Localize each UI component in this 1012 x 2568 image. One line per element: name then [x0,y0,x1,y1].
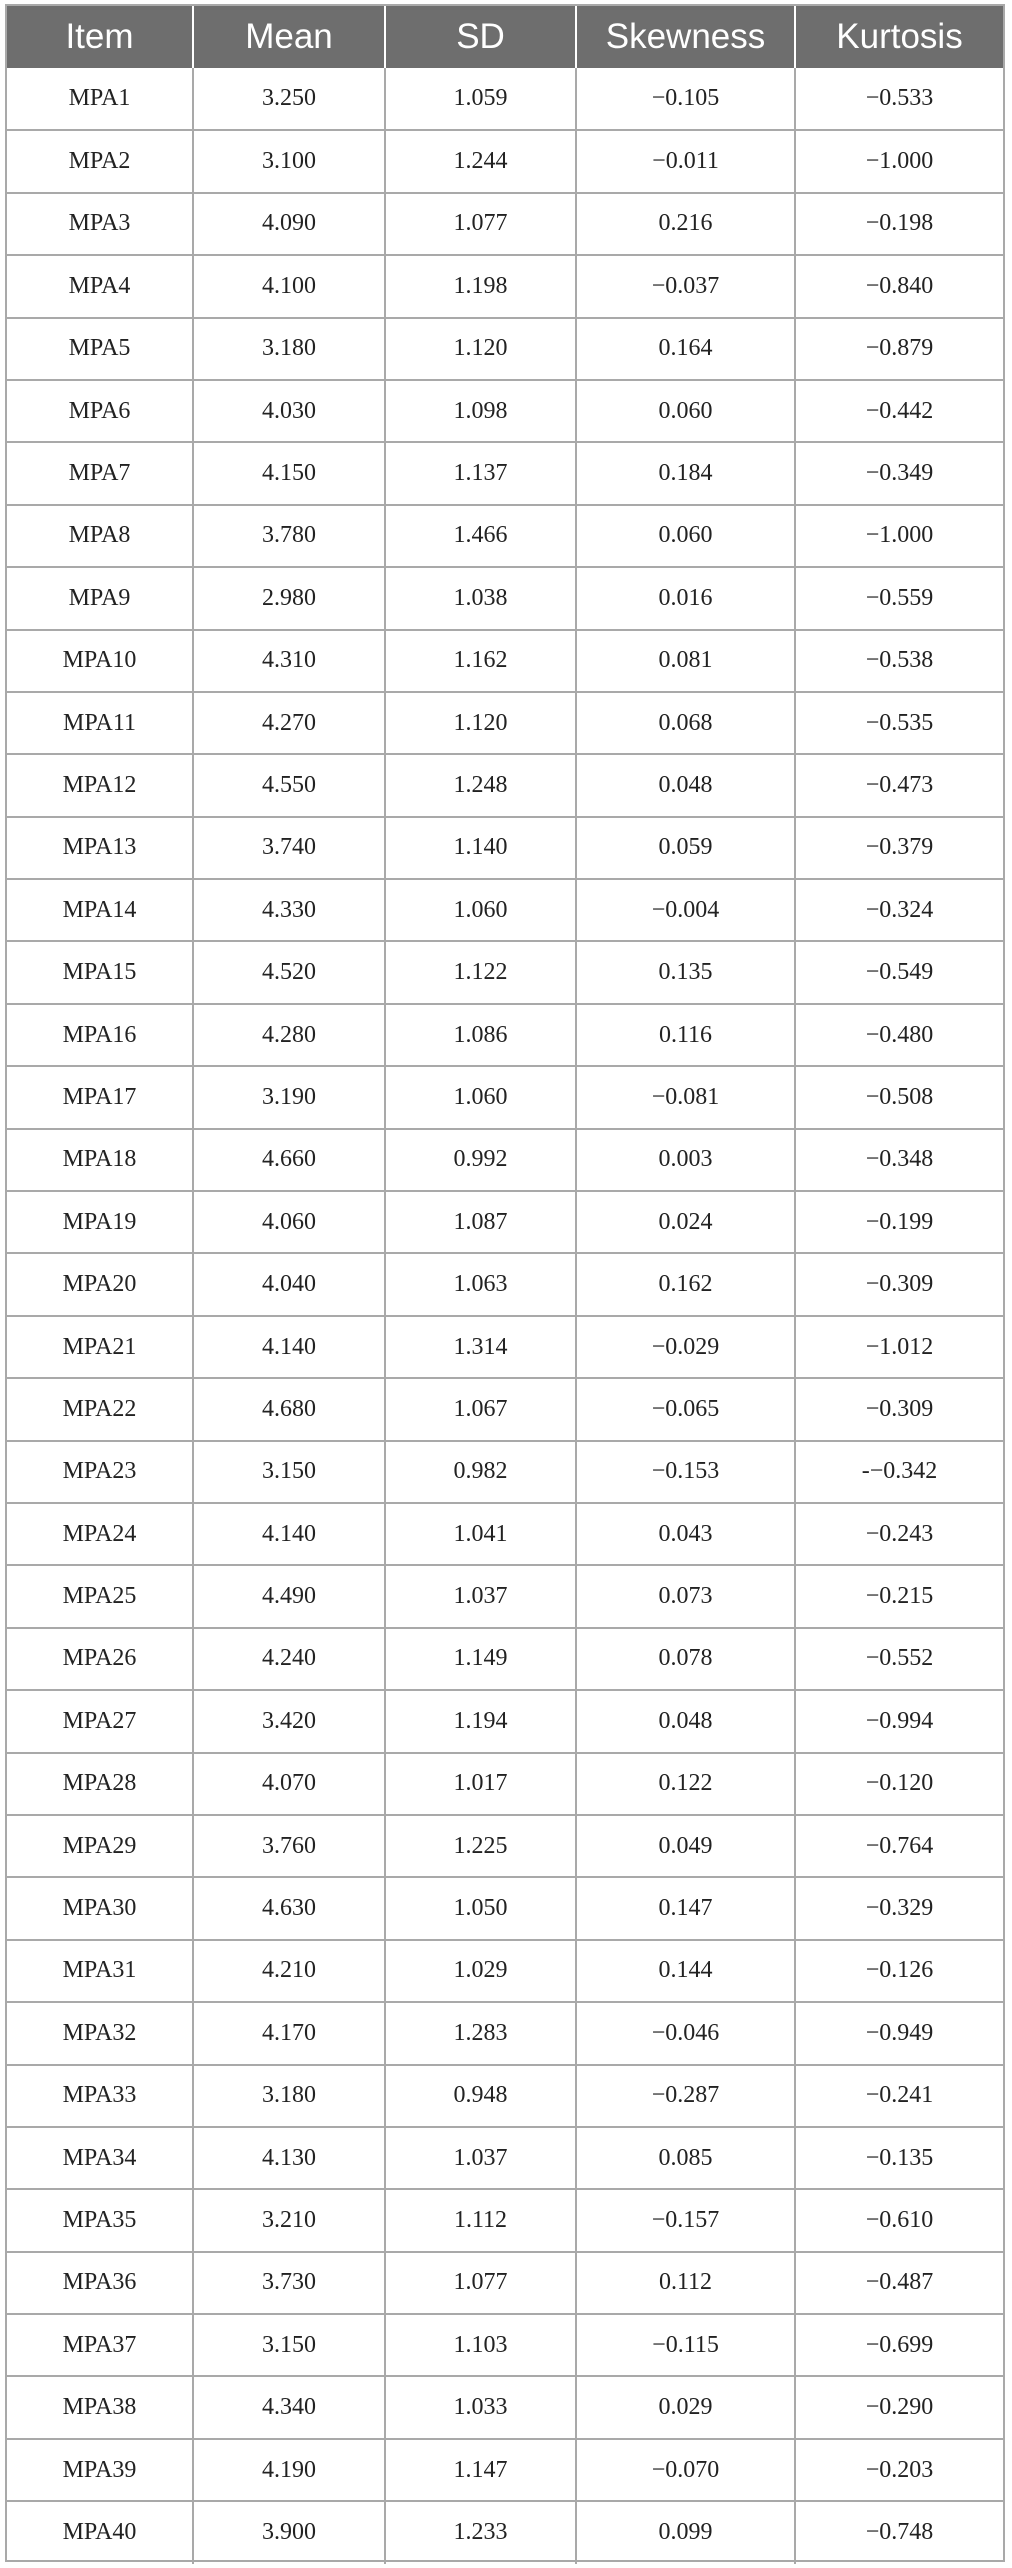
cell-skewness: 0.048 [576,754,795,816]
cell-mean: 4.310 [193,630,385,692]
cell-item: MPA9 [7,567,193,629]
cell-skewness: 0.216 [576,193,795,255]
cell-skewness: 0.164 [576,318,795,380]
table-row [7,2376,1003,2438]
cell-skewness: 0.003 [576,1129,795,1191]
cell-skewness: 0.043 [576,1503,795,1565]
cell-kurtosis: −0.243 [795,1503,1003,1565]
cell-skewness: 0.162 [576,1253,795,1315]
cell-sd: 1.086 [385,1004,576,1066]
cell-mean: 4.040 [193,1253,385,1315]
cell-item: MPA13 [7,817,193,879]
table-row [7,2314,1003,2376]
table-row [7,2501,1003,2563]
cell-item: MPA23 [7,1441,193,1503]
cell-kurtosis: −0.535 [795,692,1003,754]
table-row [7,380,1003,442]
cell-item: MPA5 [7,318,193,380]
table-row [7,68,1003,130]
cell-sd: 1.077 [385,2252,576,2314]
cell-item: MPA38 [7,2376,193,2438]
cell-kurtosis: −0.748 [795,2501,1003,2563]
cell-mean: 3.180 [193,2065,385,2127]
cell-mean: 3.250 [193,68,385,130]
cell-mean: 3.150 [193,2314,385,2376]
cell-sd: 1.225 [385,1815,576,1877]
cell-kurtosis: −0.473 [795,754,1003,816]
table-row [7,255,1003,317]
cell-mean: 3.180 [193,318,385,380]
cell-kurtosis: −0.309 [795,1253,1003,1315]
cell-kurtosis: −0.879 [795,318,1003,380]
cell-kurtosis: −0.994 [795,1690,1003,1752]
cell-sd: 1.060 [385,1066,576,1128]
table-row [7,1503,1003,1565]
cell-item: MPA21 [7,1316,193,1378]
cell-sd: 1.063 [385,1253,576,1315]
cell-skewness: 0.024 [576,1191,795,1253]
table-row [7,1129,1003,1191]
cell-sd: 1.033 [385,2376,576,2438]
cell-sd: 1.017 [385,1753,576,1815]
cell-item: MPA36 [7,2252,193,2314]
cell-kurtosis: −0.241 [795,2065,1003,2127]
cell-item: MPA6 [7,380,193,442]
cell-mean: 3.730 [193,2252,385,2314]
cell-sd: 1.194 [385,1690,576,1752]
cell-item: MPA8 [7,505,193,567]
cell-mean: 3.420 [193,1690,385,1752]
cell-kurtosis: −1.012 [795,1316,1003,1378]
cell-kurtosis: −0.324 [795,879,1003,941]
cell-skewness: −0.287 [576,2065,795,2127]
cell-sd: 1.103 [385,2314,576,2376]
cell-item: MPA10 [7,630,193,692]
cell-sd: 1.198 [385,255,576,317]
cell-item: MPA27 [7,1690,193,1752]
cell-skewness: −0.153 [576,1441,795,1503]
header-kurtosis: Kurtosis [795,6,1003,68]
cell-item: MPA11 [7,692,193,754]
cell-sd: 1.087 [385,1191,576,1253]
cell-skewness: 0.078 [576,1628,795,1690]
cell-skewness: 0.060 [576,380,795,442]
cell-item: MPA32 [7,2002,193,2064]
cell-kurtosis: −0.120 [795,1753,1003,1815]
cell-skewness: 0.048 [576,1690,795,1752]
cell-kurtosis: −0.215 [795,1565,1003,1627]
cell-item: MPA40 [7,2501,193,2563]
cell-kurtosis: −0.348 [795,1129,1003,1191]
table-row [7,692,1003,754]
cell-skewness: 0.085 [576,2127,795,2189]
cell-sd: 1.122 [385,941,576,1003]
cell-mean: 3.150 [193,1441,385,1503]
cell-kurtosis: −0.764 [795,1815,1003,1877]
cell-sd: 1.098 [385,380,576,442]
cell-skewness: 0.049 [576,1815,795,1877]
cell-mean: 3.780 [193,505,385,567]
cell-item: MPA7 [7,442,193,504]
cell-sd: 1.037 [385,1565,576,1627]
cell-item: MPA37 [7,2314,193,2376]
cell-mean: 4.680 [193,1378,385,1440]
cell-item: MPA39 [7,2439,193,2501]
header-item: Item [7,6,193,68]
cell-sd: 1.233 [385,2501,576,2563]
cell-sd: 1.314 [385,1316,576,1378]
cell-skewness: 0.099 [576,2501,795,2563]
cell-mean: 4.060 [193,1191,385,1253]
cell-mean: 4.150 [193,442,385,504]
cell-kurtosis: −0.549 [795,941,1003,1003]
cell-item: MPA12 [7,754,193,816]
cell-mean: 4.330 [193,879,385,941]
cell-kurtosis: −0.379 [795,817,1003,879]
table-row [7,1628,1003,1690]
cell-item: MPA26 [7,1628,193,1690]
cell-sd: 1.112 [385,2189,576,2251]
cell-kurtosis: −0.949 [795,2002,1003,2064]
descriptive-statistics-table [7,6,1003,2564]
cell-skewness: −0.065 [576,1378,795,1440]
cell-skewness: 0.068 [576,692,795,754]
cell-kurtosis: −0.699 [795,2314,1003,2376]
cell-mean: 3.760 [193,1815,385,1877]
cell-item: MPA2 [7,130,193,192]
cell-item: MPA1 [7,68,193,130]
cell-sd: 1.037 [385,2127,576,2189]
table-row [7,442,1003,504]
cell-mean: 4.100 [193,255,385,317]
cell-kurtosis: −0.533 [795,68,1003,130]
cell-sd: 1.059 [385,68,576,130]
table-row [7,754,1003,816]
cell-sd: 1.149 [385,1628,576,1690]
table-row [7,1565,1003,1627]
table-row [7,2189,1003,2251]
cell-skewness: 0.016 [576,567,795,629]
cell-skewness: 0.184 [576,442,795,504]
cell-mean: 4.210 [193,1940,385,2002]
cell-sd: 1.060 [385,879,576,941]
cell-item: MPA17 [7,1066,193,1128]
table-row [7,130,1003,192]
cell-skewness: −0.157 [576,2189,795,2251]
cell-mean: 4.520 [193,941,385,1003]
cell-sd: 1.248 [385,754,576,816]
table-row [7,1753,1003,1815]
cell-item: MPA35 [7,2189,193,2251]
cell-mean: 2.980 [193,567,385,629]
cell-mean: 4.340 [193,2376,385,2438]
cell-kurtosis: −0.610 [795,2189,1003,2251]
table-row [7,1191,1003,1253]
cell-mean: 4.170 [193,2002,385,2064]
cell-sd: 1.137 [385,442,576,504]
cell-kurtosis: −0.840 [795,255,1003,317]
cell-mean: 4.190 [193,2439,385,2501]
cell-item: MPA33 [7,2065,193,2127]
cell-mean: 4.070 [193,1753,385,1815]
table-row [7,2002,1003,2064]
cell-kurtosis: −0.135 [795,2127,1003,2189]
table-row [7,1066,1003,1128]
cell-sd: 1.067 [385,1378,576,1440]
descriptive-statistics-table-container [5,4,1005,2562]
cell-item: MPA14 [7,879,193,941]
cell-skewness: 0.122 [576,1753,795,1815]
cell-sd: 1.244 [385,130,576,192]
cell-skewness: −0.046 [576,2002,795,2064]
cell-sd: 1.162 [385,630,576,692]
cell-sd: 1.120 [385,318,576,380]
table-row [7,1877,1003,1939]
table-row [7,1940,1003,2002]
cell-kurtosis: −1.000 [795,130,1003,192]
cell-sd: 0.948 [385,2065,576,2127]
cell-mean: 4.270 [193,692,385,754]
cell-mean: 4.490 [193,1565,385,1627]
cell-item: MPA19 [7,1191,193,1253]
cell-skewness: −0.081 [576,1066,795,1128]
cell-mean: 4.630 [193,1877,385,1939]
cell-mean: 3.100 [193,130,385,192]
cell-skewness: −0.115 [576,2314,795,2376]
table-row [7,1441,1003,1503]
cell-item: MPA25 [7,1565,193,1627]
cell-skewness: 0.147 [576,1877,795,1939]
cell-sd: 1.147 [385,2439,576,2501]
cell-item: MPA20 [7,1253,193,1315]
cell-mean: 4.030 [193,380,385,442]
table-row [7,2065,1003,2127]
cell-item: MPA15 [7,941,193,1003]
cell-skewness: 0.073 [576,1565,795,1627]
table-row [7,1378,1003,1440]
cell-sd: 1.120 [385,692,576,754]
cell-item: MPA22 [7,1378,193,1440]
header-sd: SD [385,6,576,68]
cell-mean: 4.090 [193,193,385,255]
cell-item: MPA3 [7,193,193,255]
cell-mean: 3.190 [193,1066,385,1128]
cell-skewness: 0.144 [576,1940,795,2002]
cell-skewness: −0.029 [576,1316,795,1378]
cell-item: MPA4 [7,255,193,317]
table-row [7,2439,1003,2501]
cell-kurtosis: −0.203 [795,2439,1003,2501]
cell-sd: 1.041 [385,1503,576,1565]
table-row [7,567,1003,629]
cell-skewness: 0.029 [576,2376,795,2438]
cell-skewness: 0.116 [576,1004,795,1066]
cell-mean: 4.140 [193,1503,385,1565]
cell-mean: 4.130 [193,2127,385,2189]
cell-skewness: −0.037 [576,255,795,317]
cell-kurtosis: −0.480 [795,1004,1003,1066]
cell-skewness: 0.081 [576,630,795,692]
cell-item: MPA28 [7,1753,193,1815]
cell-kurtosis: −0.329 [795,1877,1003,1939]
cell-mean: 4.550 [193,754,385,816]
cell-kurtosis: −0.508 [795,1066,1003,1128]
cell-kurtosis: −0.290 [795,2376,1003,2438]
cell-skewness: 0.060 [576,505,795,567]
cell-sd: 1.029 [385,1940,576,2002]
table-row [7,2127,1003,2189]
table-row [7,505,1003,567]
cell-kurtosis: −1.000 [795,505,1003,567]
cell-mean: 3.900 [193,2501,385,2563]
table-row [7,817,1003,879]
table-body [7,68,1003,2564]
cell-item: MPA30 [7,1877,193,1939]
cell-item: MPA18 [7,1129,193,1191]
table-row [7,193,1003,255]
table-row [7,1253,1003,1315]
cell-skewness: −0.105 [576,68,795,130]
cell-kurtosis: −0.487 [795,2252,1003,2314]
table-row [7,941,1003,1003]
cell-mean: 4.660 [193,1129,385,1191]
cell-sd: 1.077 [385,193,576,255]
cell-item: MPA29 [7,1815,193,1877]
cell-mean: 4.240 [193,1628,385,1690]
table-row [7,1316,1003,1378]
header-row [7,6,1003,68]
cell-kurtosis: −0.538 [795,630,1003,692]
cell-mean: 4.280 [193,1004,385,1066]
table-header [7,6,1003,68]
cell-mean: 3.210 [193,2189,385,2251]
table-row [7,1004,1003,1066]
cell-skewness: −0.070 [576,2439,795,2501]
cell-kurtosis: −0.126 [795,1940,1003,2002]
cell-mean: 4.140 [193,1316,385,1378]
cell-sd: 1.140 [385,817,576,879]
cell-item: MPA34 [7,2127,193,2189]
cell-item: MPA31 [7,1940,193,2002]
cell-sd: 1.283 [385,2002,576,2064]
cell-item: MPA16 [7,1004,193,1066]
header-skewness: Skewness [576,6,795,68]
cell-mean: 3.740 [193,817,385,879]
table-row [7,1690,1003,1752]
table-row [7,2252,1003,2314]
cell-kurtosis: −0.559 [795,567,1003,629]
table-row [7,879,1003,941]
cell-skewness: −0.011 [576,130,795,192]
cell-kurtosis: −0.349 [795,442,1003,504]
cell-sd: 1.050 [385,1877,576,1939]
table-row [7,1815,1003,1877]
cell-kurtosis: −0.309 [795,1378,1003,1440]
cell-kurtosis: -−0.342 [795,1441,1003,1503]
header-mean: Mean [193,6,385,68]
cell-skewness: 0.135 [576,941,795,1003]
cell-sd: 1.038 [385,567,576,629]
cell-kurtosis: −0.552 [795,1628,1003,1690]
cell-sd: 0.982 [385,1441,576,1503]
cell-skewness: −0.004 [576,879,795,941]
table-row [7,630,1003,692]
table-row [7,318,1003,380]
cell-skewness: 0.112 [576,2252,795,2314]
cell-kurtosis: −0.199 [795,1191,1003,1253]
cell-kurtosis: −0.198 [795,193,1003,255]
cell-skewness: 0.059 [576,817,795,879]
cell-item: MPA24 [7,1503,193,1565]
cell-sd: 1.466 [385,505,576,567]
cell-sd: 0.992 [385,1129,576,1191]
cell-kurtosis: −0.442 [795,380,1003,442]
